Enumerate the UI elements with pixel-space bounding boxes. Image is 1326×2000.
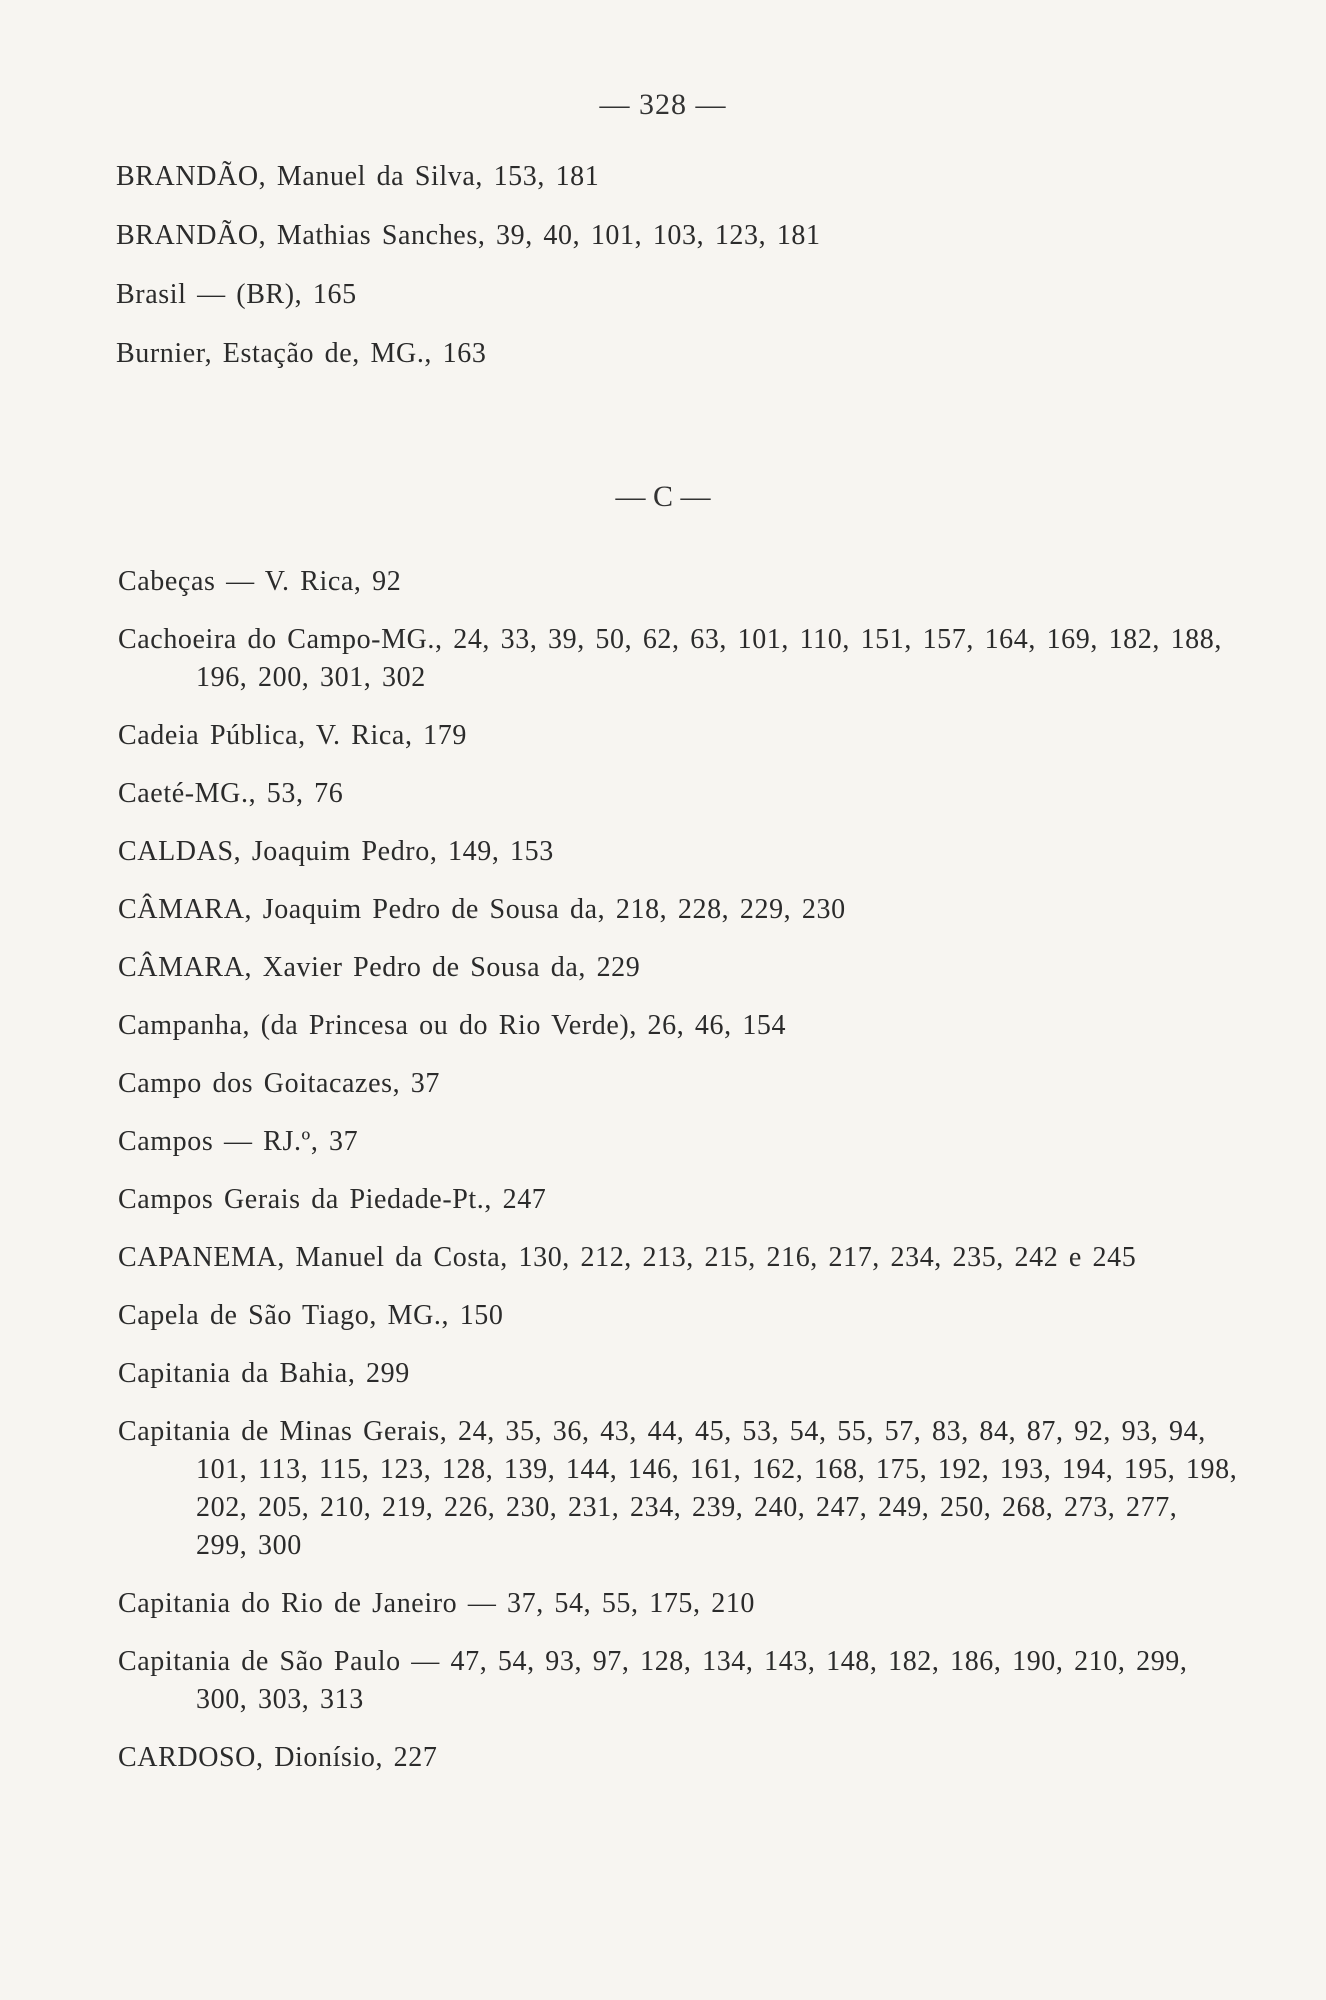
- index-entry-text: CARDOSO, Dionísio, 227: [118, 1742, 438, 1773]
- index-entry-text: Capitania de Minas Gerais, 24, 35, 36, 43, 44, 45, 53, 54, 55, 57, 83, 84, 87, 92, 93, 94, 101, 113, 115, 123, 128, 139, 144, 146, 161, 162, 168, 175, 192, 193, 194, 195, 198, 202, 205, 210, 219, 226, 230, 231, 234, 239, 240, 247, 249, 250, 268, 273, 277, 299, 300: [118, 1416, 1238, 1561]
- index-entry-text: Cabeças — V. Rica, 92: [118, 566, 402, 597]
- index-entry-text: Capitania de São Paulo — 47, 54, 93, 97, 128, 134, 143, 148, 182, 186, 190, 210, 299, 300, 303, 313: [118, 1646, 1188, 1715]
- index-entry-text: CAPANEMA, Manuel da Costa, 130, 212, 213, 215, 216, 217, 234, 235, 242 e 245: [118, 1242, 1137, 1273]
- index-entry: [118, 717, 1238, 755]
- index-entry-text: Cachoeira do Campo-MG., 24, 33, 39, 50, 62, 63, 101, 110, 151, 157, 164, 169, 182, 188, 196, 200, 301, 302: [118, 624, 1222, 693]
- section-letter-heading: — C —: [615, 480, 711, 513]
- index-entry-text: BRANDÃO, Mathias Sanches, 39, 40, 101, 103, 123, 181: [116, 220, 821, 251]
- index-entry: [118, 833, 1238, 871]
- index-entry: [118, 775, 1238, 813]
- index-entry-text: Burnier, Estação de, MG., 163: [116, 338, 487, 369]
- index-entry: [118, 1123, 1238, 1161]
- index-entry-text: Capela de São Tiago, MG., 150: [118, 1300, 504, 1331]
- index-entry: [118, 949, 1238, 987]
- index-entry: [116, 158, 1236, 196]
- index-entry-text: Caeté-MG., 53, 76: [118, 778, 344, 809]
- index-entry-text: Campo dos Goitacazes, 37: [118, 1068, 440, 1099]
- index-entry: [116, 217, 1236, 255]
- index-entry-text: Capitania do Rio de Janeiro — 37, 54, 55, 175, 210: [118, 1588, 756, 1619]
- index-entry-text: CÂMARA, Xavier Pedro de Sousa da, 229: [118, 952, 641, 983]
- index-entry-text: Campos — RJ.º, 37: [118, 1126, 359, 1157]
- index-entry: [118, 1007, 1238, 1045]
- index-entries-c: [118, 563, 1238, 1797]
- index-entry: [118, 1239, 1238, 1277]
- index-entry: [118, 1181, 1238, 1219]
- index-entry: [118, 1585, 1238, 1623]
- index-entry: [118, 1355, 1238, 1393]
- index-entry: [116, 276, 1236, 314]
- index-entry: [118, 563, 1238, 601]
- index-entries-b: [116, 158, 1236, 394]
- index-entry-text: Campanha, (da Princesa ou do Rio Verde), 26, 46, 154: [118, 1010, 787, 1041]
- index-entry: [118, 1065, 1238, 1103]
- index-entry-text: Brasil — (BR), 165: [116, 279, 357, 310]
- page-number: — 328 —: [599, 88, 727, 121]
- index-entry: [118, 1413, 1238, 1565]
- index-entry-text: Capitania da Bahia, 299: [118, 1358, 410, 1389]
- index-entry-text: Campos Gerais da Piedade-Pt., 247: [118, 1184, 547, 1215]
- index-entry-text: Cadeia Pública, V. Rica, 179: [118, 720, 467, 751]
- index-entry: [116, 335, 1236, 373]
- index-entry: [118, 621, 1238, 697]
- index-entry-text: CÂMARA, Joaquim Pedro de Sousa da, 218, 228, 229, 230: [118, 894, 846, 925]
- index-entry: [118, 1739, 1238, 1777]
- index-entry: [118, 1643, 1238, 1719]
- index-entry: [118, 1297, 1238, 1335]
- index-entry: [118, 891, 1238, 929]
- index-entry-text: CALDAS, Joaquim Pedro, 149, 153: [118, 836, 554, 867]
- index-entry-text: BRANDÃO, Manuel da Silva, 153, 181: [116, 161, 600, 192]
